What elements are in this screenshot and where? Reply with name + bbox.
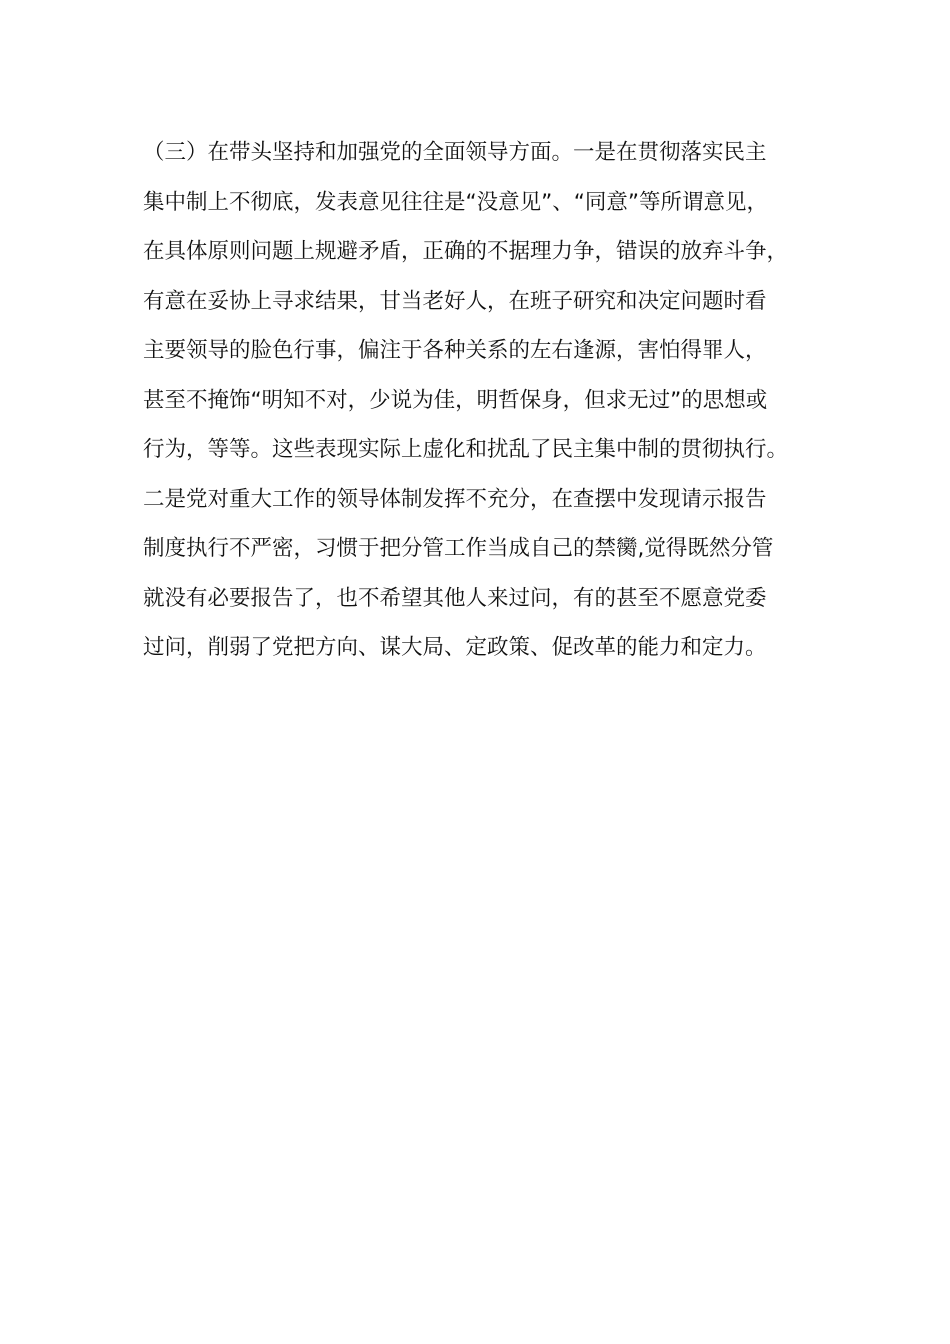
paragraph-line: 过问，削弱了党把方向、谋大局、定政策、促改革的能力和定力。	[143, 635, 767, 660]
body-paragraph	[143, 131, 843, 676]
paragraph-line: 甚至不掩饰“明知不对，少说为佳，明哲保身，但求无过”的思想或	[143, 387, 768, 413]
paragraph-line: （三）在带头坚持和加强党的全面领导方面。一是在贯彻落实民主	[143, 140, 767, 165]
paragraph-line: 集中制上不彻底，发表意见往往是“没意见”、“同意”等所谓意见，	[143, 189, 769, 215]
paragraph-line: 在具体原则问题上规避矛盾，正确的不据理力争，错误的放弃斗争，	[143, 239, 789, 264]
paragraph-line: 制度执行不严密，习惯于把分管工作当成自己的禁臠,觉得既然分管	[143, 536, 774, 561]
paragraph-line: 主要领导的脸色行事，偏注于各种关系的左右逢源，害怕得罪人，	[143, 338, 767, 363]
paragraph-line: 就没有必要报告了，也不希望其他人来过问，有的甚至不愿意党委	[143, 585, 767, 611]
paragraph-line: 行为，等等。这些表现实际上虚化和扰乱了民主集中制的贯彻执行。	[143, 437, 789, 462]
paragraph-line: 二是党对重大工作的领导体制发挥不充分，在查摆中发现请示报告	[143, 486, 767, 512]
paragraph-line: 有意在妥协上寻求结果，甘当老好人，在班子研究和决定问题时看	[143, 288, 767, 314]
